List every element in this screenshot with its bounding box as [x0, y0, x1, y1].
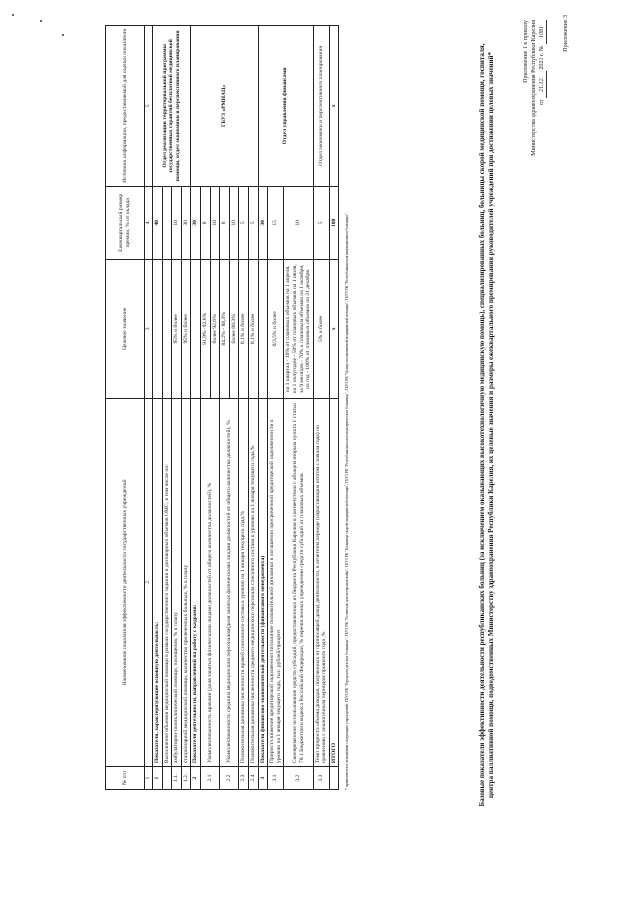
col-size-header: Ежеквартальный размер премии, % от оклада [106, 186, 145, 259]
table-row: 2.2 Укомплектованность средним медицинским персоналом(доля занятых физическими лицами должностей от общего количества должностей), % 84,2% - 88,3% 8 [220, 26, 230, 790]
order-line-2: Министерства здравоохранения Республики Карелия [531, 20, 537, 156]
table-row: более 92,6% 10 [210, 26, 220, 790]
table-row: 3.2 Своевременное использование средств субсидий, предоставленных из бюджета Республики Карелия в соответствии с абзацем вторым пункта 1 статьи 78.1 Бюджетного кодекса Российской Федерации, % перечисленных учреждению средств субсидий от плановых объемов на 1 квартал - 10% от плановых объемов на 1 апреля, на 1 полугодие - 50% от плановых объемов на 1 июля, за 9 месяцев - 70% к плановым объемам на 1 октября, на год - 100% от плановых объемов на 31 декабря. 10 [284, 26, 313, 790]
table-row: более 88,3% 10 [229, 26, 239, 790]
order-date-line: от 21.12. 2021 г. № 1081 [538, 20, 547, 340]
order-line-1: Приложение 1 к приказу [523, 20, 529, 83]
table-row: 2.1 Укомплектованность врачами (доля занятых физическими лицами должностей от общего количества должностей), % 91,9% -92,6% 8 [200, 26, 210, 790]
section-row-2: 2 Показатели деятельности, направленной на работу с кадрами: 30 ГБУЗ «РМИАЦ» [191, 26, 201, 790]
table-row: 1.1. амбулаторно-поликлинической помощи, посещения, % к плану 95% и более 10 [172, 26, 182, 790]
table-row: 2.3 Положительная динамика численности врачей списочного состава к уровню на 1 января текущего года,% 0,1% и более 5 [239, 26, 249, 790]
table-row: 2.4 Положительная динамика численности среднего медицинского персонала списочного состава к уровню на 1 января текущего года,% 0,1% и более 5 [248, 26, 258, 790]
table-row: 3.1 Прирост/снижение кредиторской задолженности/наличие положительной динамики в погашении просроченной кредиторской задолженности к уровню на 1 января текущего года, тыс. рублей/процент 0/3,5% и более 15 [268, 26, 284, 790]
col-source-header: Источник информации, предоставляемой для оценки показателя [106, 26, 145, 187]
section-row-3: 3 Показатели финансово-экономической деятельности (финансового менеджмента) 30 Отдел управления финансами [258, 26, 268, 790]
appendix-label: Приложение 3 [563, 15, 569, 52]
section-row-1: 1 Показатели, характеризующие основную деятельность: 40 Отдел реализации территориальной программы государственных гарантий бесплатной медицинской помощи, отдел экономики и перспективного планирования [153, 26, 163, 790]
table-header-row [106, 26, 145, 790]
source-cell-1: Отдел реализации территориальной программы государственных гарантий бесплатной медицинской помощи, отдел экономики и перспективного планирования [153, 26, 191, 187]
table-row: Выполнение объемов медицинской помощи в рамках государственного задания и договорных объемов ОМС, в том числе по: [162, 26, 172, 790]
order-number-handwritten: 1081 [538, 20, 547, 44]
table-row: 1.2. стационарной медицинской помощи, количество пролеченных больных, % к плану 95% и более 30 [181, 26, 191, 790]
source-cell-2: ГБУЗ «РМИАЦ» [191, 26, 258, 187]
order-reference [522, 20, 547, 340]
document-title: Базовые показатели эффективности деятельности республиканских больниц (за исключением оказывающих высокотехнологичную медицинскую помощь), специализированных больниц, больницы скорой медицинской помощи, госпиталя, центра паллиативной помощи, подведомственных Министерству здравоохранения Республики Карелия, их целевые значения и размеры ежеквартального премирования руководителей учреждений при достижении целевых значений* [478, 43, 495, 807]
total-row: ИТОГО х 100 х [329, 26, 339, 790]
source-cell-3: Отдел управления финансами [258, 26, 313, 187]
table-row: 3.3 Темп прироста объема доходов, полученных от приносящей доход деятельности, в отчетном периоде (нарастающим итогом с начала года) по сравнению с аналогичным периодом прошлого года ,% 5% и более 5 Отдел экономики и перспективного планирования [313, 26, 329, 790]
col-name-header: Наименование показателя эффективности деятельности государственных учреждений [106, 398, 145, 766]
order-date-handwritten: 21.12. [538, 71, 547, 98]
col-num-header: № п/п [106, 767, 145, 790]
indicators-table [105, 25, 339, 790]
col-target-header: Целевое значение [106, 259, 145, 398]
footnotes: * применяется в отношении следующих учреждений: ГБУЗ РК "Городская детская больница", ГБУЗ РК "Госпиталь для ветеранов войн", ГБУЗ РК "Больница скорой медицинской помощи", ГБУЗ РК "Республиканская психиатрическая больница", ГБУЗ РК "Центр паллиативной медицинской помощи", ГБУЗ РК "Республиканская инфекционная больница". [345, 212, 349, 790]
column-number-row: 1 2 3 4 5 [145, 26, 153, 790]
